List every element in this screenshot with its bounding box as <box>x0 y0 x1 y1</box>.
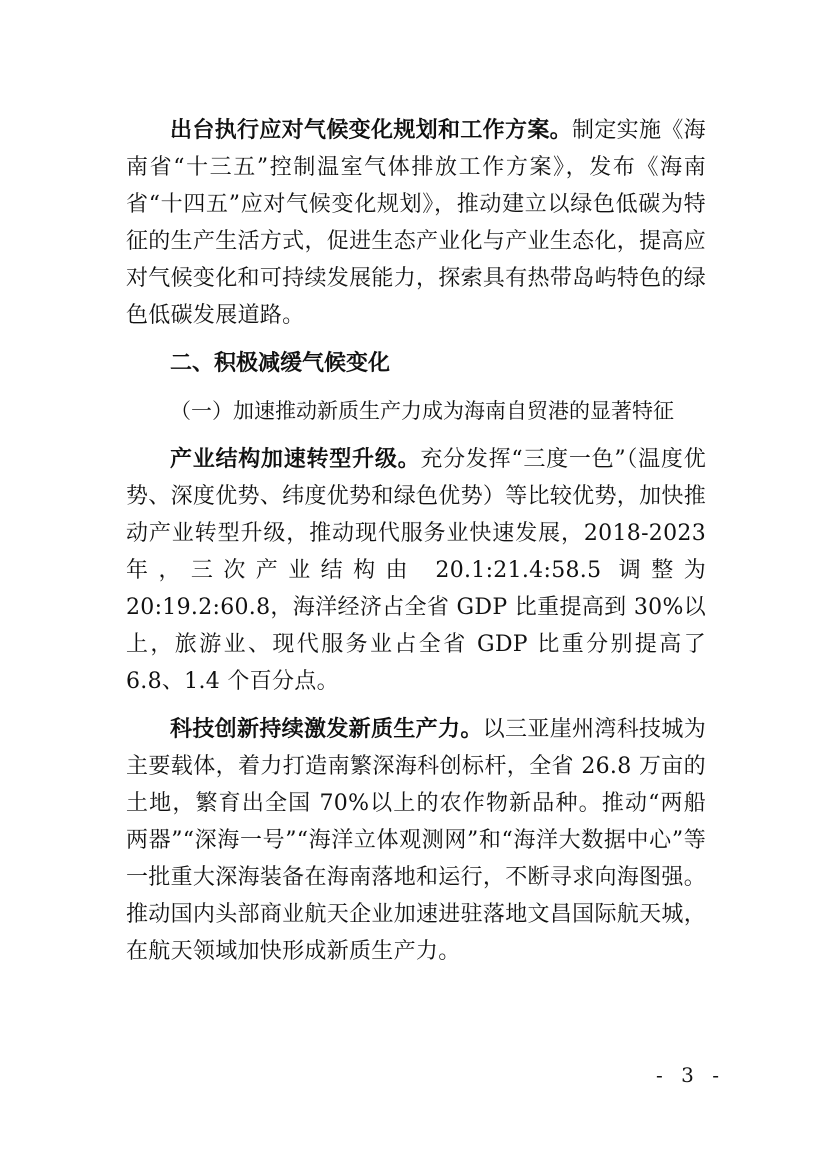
document-page <box>126 112 706 970</box>
paragraph-climate-plans <box>126 112 706 334</box>
paragraph-body: 以三亚崖州湾科技城为主要载体，着力打造南繁深海科创标杆，全省 26.8 万亩的土地，繁育出全国 70%以上的农作物新品种。推动“两船两器”“深海一号”“海洋立体观测网”和“海洋大数据中心”等一批重大深海装备在海南落地和运行，不断寻求向海图强。推动国内头部商业航天企业加速进驻落地文昌国际航天城，在航天领域加快形成新质生产力。 <box>126 717 706 964</box>
paragraph-industry-structure <box>126 441 706 700</box>
paragraph-tech-innovation <box>126 711 706 970</box>
paragraph-body: 制定实施《海南省“十三五”控制温室气体排放工作方案》，发布《海南省“十四五”应对气候变化规划》，推动建立以绿色低碳为特征的生产生活方式，促进生态产业化与产业生态化，提高应对气候变化和可持续发展能力，探索具有热带岛屿特色的绿色低碳发展道路。 <box>126 118 706 328</box>
paragraph-lead: 出台执行应对气候变化规划和工作方案。 <box>170 117 573 143</box>
paragraph-lead: 产业结构加速转型升级。 <box>170 446 421 472</box>
paragraph-body: 充分发挥“三度一色”（温度优势、深度优势、纬度优势和绿色优势）等比较优势，加快推动产业转型升级，推动现代服务业快速发展，2018-2023 年，三次产业结构由 20.1:21.4:58.5 调整为 20:19.2:60.8，海洋经济占全省 GDP 比重提高到 30%以上，旅游业、现代服务业占全省 GDP 比重分别提高了 6.8、1.4 个百分点。 <box>126 447 706 694</box>
section-heading: 二、积极减缓气候变化 <box>170 350 391 376</box>
subsection-heading: （一）加速推动新质生产力成为海南自贸港的显著特征 <box>170 399 674 423</box>
paragraph-lead: 科技创新持续激发新质生产力。 <box>170 716 483 742</box>
page-number: - 3 - <box>656 1063 725 1087</box>
